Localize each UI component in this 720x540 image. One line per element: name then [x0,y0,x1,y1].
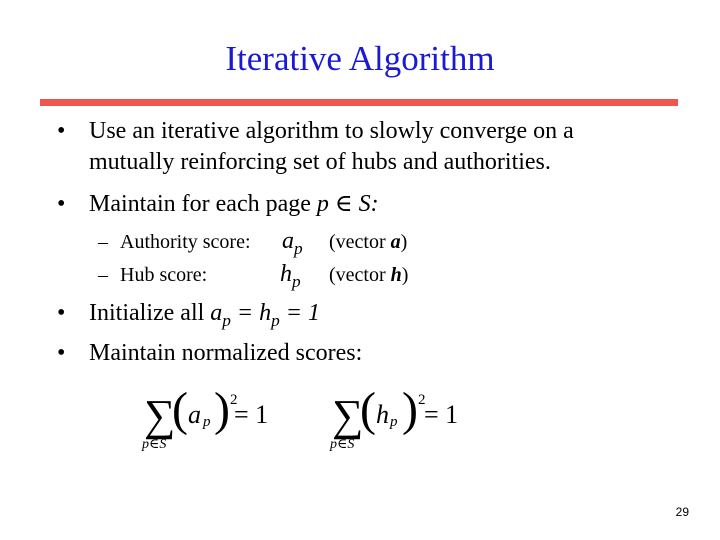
bullet-2 [89,189,379,220]
close-paren: ) [402,383,418,436]
bullet-2-element-of: ∈ [334,191,353,217]
sub-bullet-dash: – [98,264,108,286]
formula-var: a [188,400,201,429]
hub-vector-symbol: h [390,264,402,286]
page-number: 29 [675,505,689,519]
hub-var: $h_p$ [280,261,301,292]
formula-authority-normalization [140,383,280,458]
sub-bullet-dash: – [98,231,108,253]
formula-var-sub: p [390,414,398,430]
bullet-4: Maintain normalized scores: [89,340,363,366]
formula-hub-normalization [328,383,468,458]
formula-rhs: = 1 [234,400,269,429]
title-divider [40,99,678,106]
authority-var: $a_p$ [282,228,303,259]
bullet-1-line-1: Use an iterative algorithm to slowly converge on a [89,118,574,144]
formula-var: h [376,400,389,429]
sum-index: p∈S [142,437,167,452]
bullet-2-page-var: p [316,191,329,217]
exponent: 2 [418,392,426,408]
bullet-dot: • [57,191,66,217]
bullet-1 [89,116,689,178]
slide-title: Iterative Algorithm [225,39,495,78]
formula-rhs: = 1 [424,400,459,429]
hub-label: Hub score: [120,264,208,286]
open-paren: ( [360,383,376,436]
exponent: 2 [230,392,238,408]
sum-symbol: ∑ [144,391,176,440]
sum-index: p∈S [330,437,355,452]
open-paren: ( [172,383,188,436]
authority-vector-symbol: a [390,231,401,253]
authority-label: Authority score: [120,231,251,253]
bullet-dot: • [57,340,66,366]
sum-symbol: ∑ [332,391,364,440]
bullet-2-text: Maintain for each page [89,191,317,217]
hub-vector: (vector h) [329,264,409,286]
bullet-3: Initialize all $a_p = h_p = 1$ [89,300,320,331]
bullet-dot: • [57,118,66,144]
authority-vector: (vector a) [329,231,408,253]
bullet-2-set-var: S: [358,191,379,217]
bullet-dot: • [57,300,66,326]
bullet-1-line-2: mutually reinforcing set of hubs and authorities. [89,149,551,175]
formula-var-sub: p [203,414,211,430]
close-paren: ) [214,383,230,436]
